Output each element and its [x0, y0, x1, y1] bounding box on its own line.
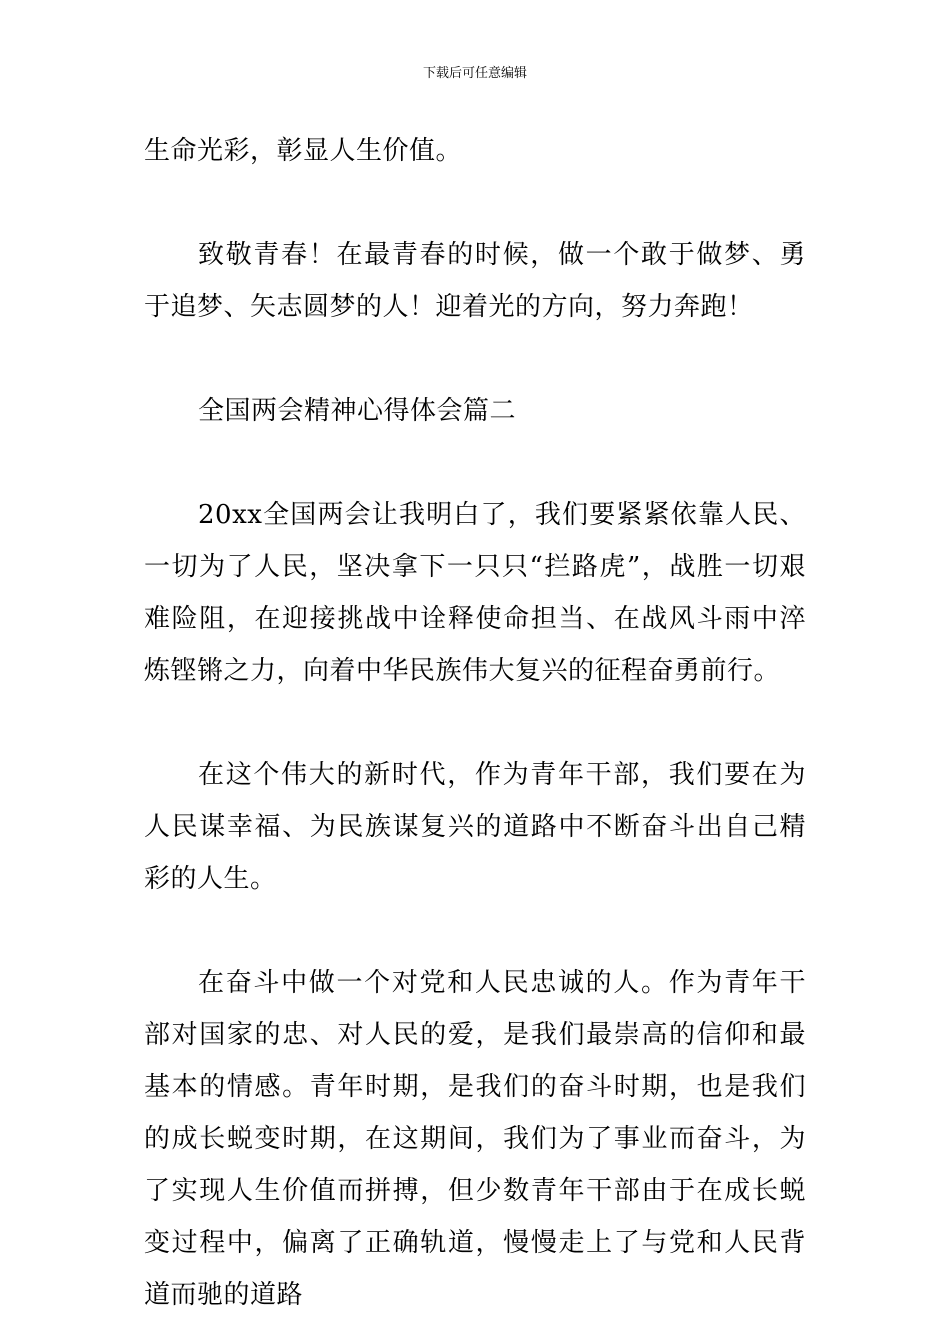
page-header: 下载后可任意编辑: [422, 66, 527, 81]
paragraph-new-era: 在这个伟大的新时代，作为青年干部，我们要在为人民谋幸福、为民族谋复兴的道路中不断奋斗出自己精彩的人生。: [144, 760, 806, 894]
paragraph-salute-youth: 致敬青春！在最青春的时候，做一个敢于做梦、勇于追梦、矢志圆梦的人！迎着光的方向，努力奔跑！: [144, 240, 806, 322]
paragraph-spacer: [144, 437, 806, 489]
paragraph-spacer: [144, 177, 806, 229]
paragraph-loyalty: 在奋斗中做一个对党和人民忠诚的人。作为青年干部对国家的忠、对人民的爱，是我们最崇高的信仰和最基本的情感。青年时期，是我们的奋斗时期，也是我们的成长蜕变时期，在这期间，我们为了事业而奋斗，为了实现人生价值而拼搏，但少数青年干部由于在成长蜕变过程中，偏离了正确轨道，慢慢走上了与党和人民背道而驰的道路: [144, 968, 806, 1310]
document-body: [144, 125, 806, 1321]
paragraph-spacer: [144, 905, 806, 957]
paragraph-continuation: 生命光彩，彰显人生价值。: [144, 136, 463, 166]
paragraph-two-sessions: 20xx全国两会让我明白了，我们要紧紧依靠人民、一切为了人民，坚决拿下一只只“拦路虎”，战胜一切艰难险阻，在迎接挑战中诠释使命担当、在战风斗雨中淬炼铿锵之力，向着中华民族伟大复兴的征程奋勇前行。: [144, 500, 806, 686]
paragraph-spacer: [144, 333, 806, 385]
paragraph-spacer: [144, 697, 806, 749]
section-heading: 全国两会精神心得体会篇二: [198, 396, 517, 426]
